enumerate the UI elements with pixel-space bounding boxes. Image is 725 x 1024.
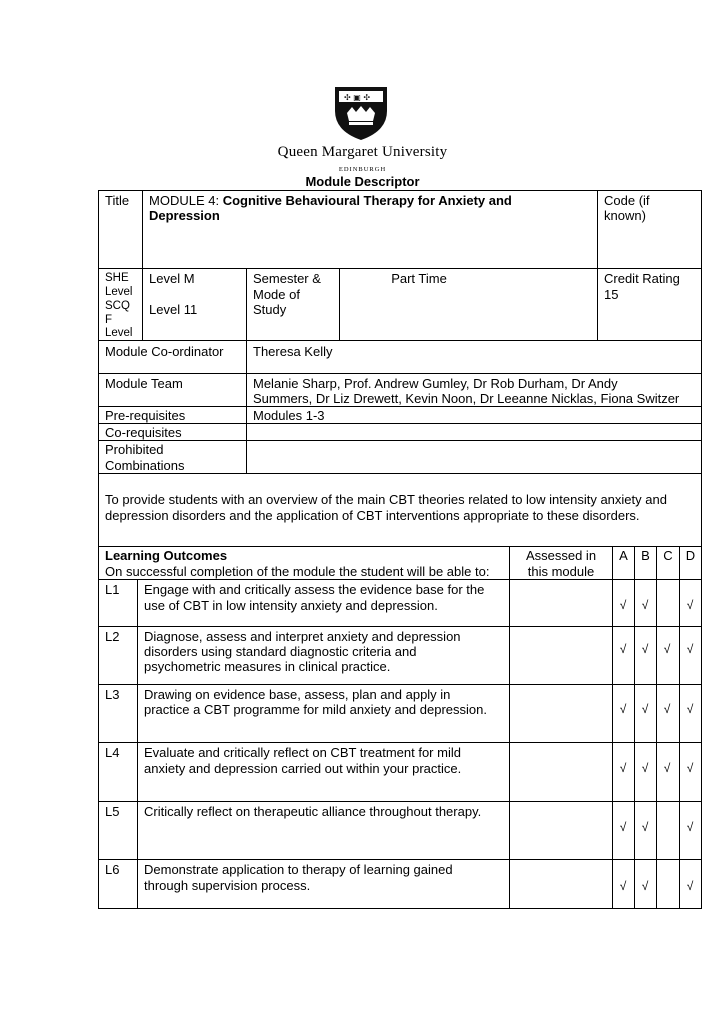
scqf-level-value: Level 11 (149, 302, 198, 317)
assessed-label-2: this module (527, 564, 595, 579)
check-mark: √ (619, 820, 627, 834)
check-mark: √ (686, 761, 694, 775)
outcome-id-l1: L1 (105, 582, 120, 597)
outcome-l3-line1: Drawing on evidence base, assess, plan and apply in (144, 687, 451, 702)
outcome-l6-line2: through supervision process. (144, 878, 311, 893)
mode-of-study-value: Part Time (391, 271, 447, 286)
outcome-l6-line1: Demonstrate application to therapy of learning gained (144, 862, 453, 877)
column-d-header: D (685, 548, 696, 563)
prohibited-label-1: Prohibited (105, 442, 164, 457)
prereq-value: Modules 1-3 (253, 408, 325, 423)
team-label: Module Team (105, 376, 183, 391)
column-b-header: B (641, 548, 650, 563)
check-mark: √ (686, 820, 694, 834)
semester-label-1: Semester & (253, 271, 321, 286)
check-mark: √ (619, 879, 627, 893)
check-mark: √ (663, 702, 671, 716)
check-mark: √ (686, 598, 694, 612)
title-label: Title (105, 193, 130, 208)
check-mark: √ (686, 879, 694, 893)
she-level-label-4: F (105, 314, 113, 326)
she-level-label-5: Level (105, 327, 133, 339)
module-title (149, 193, 512, 209)
semester-label-2: Mode of (253, 287, 300, 302)
svg-text:✣ ▣ ✣: ✣ ▣ ✣ (344, 93, 371, 102)
credit-rating-label: Credit Rating (604, 271, 680, 286)
outcome-l4-line1: Evaluate and critically reflect on CBT treatment for mild (144, 745, 461, 760)
outcome-id-l4: L4 (105, 745, 120, 760)
outcome-l2-line1: Diagnose, assess and interpret anxiety and depression (144, 629, 461, 644)
column-a-header: A (619, 548, 628, 563)
coordinator-label: Module Co-ordinator (105, 344, 224, 359)
module-title-line1: Cognitive Behavioural Therapy for Anxiety and (222, 193, 512, 208)
outcome-l2-line2: disorders using standard diagnostic criteria and (144, 644, 417, 659)
semester-label-3: Study (253, 302, 287, 317)
outcome-l5-line1: Critically reflect on therapeutic alliance throughout therapy. (144, 804, 482, 819)
prereq-label: Pre-requisites (105, 408, 186, 423)
check-mark: √ (641, 642, 649, 656)
outcomes-heading: Learning Outcomes (105, 548, 228, 563)
check-mark: √ (641, 879, 649, 893)
aim-line2: depression disorders and the application of CBT interventions appropriate to these disorders. (105, 508, 640, 523)
check-mark: √ (686, 642, 694, 656)
module-title-line2: Depression (149, 208, 220, 223)
check-mark: √ (686, 702, 694, 716)
check-mark: √ (641, 598, 649, 612)
outcomes-intro: On successful completion of the module the student will be able to: (105, 564, 490, 579)
column-c-header: C (663, 548, 673, 563)
coreq-label: Co-requisites (105, 425, 182, 440)
check-mark: √ (641, 820, 649, 834)
university-crest-logo (332, 85, 390, 141)
team-line1: Melanie Sharp, Prof. Andrew Gumley, Dr Rob Durham, Dr Andy (253, 376, 618, 391)
outcome-l2-line3: psychometric measures in clinical practice. (144, 659, 391, 674)
outcome-l3-line2: practice a CBT programme for mild anxiety and depression. (144, 702, 487, 717)
credit-rating-value: 15 (604, 287, 619, 302)
she-level-value: Level M (149, 271, 195, 286)
check-mark: √ (619, 642, 627, 656)
code-label-line2: known) (604, 208, 646, 223)
prohibited-label-2: Combinations (105, 458, 185, 473)
check-mark: √ (641, 761, 649, 775)
coordinator-value: Theresa Kelly (253, 344, 333, 359)
she-level-label-2: Level (105, 286, 133, 298)
check-mark: √ (663, 642, 671, 656)
assessed-label-1: Assessed in (525, 548, 597, 563)
code-label-line1: Code (if (604, 193, 650, 208)
module-number: MODULE 4: (149, 193, 223, 208)
outcome-l4-line2: anxiety and depression carried out within your practice. (144, 761, 462, 776)
outcome-l1-line2: use of CBT in low intensity anxiety and depression. (144, 598, 438, 613)
university-name: Queen Margaret University (277, 144, 448, 160)
team-line2: Summers, Dr Liz Drewett, Kevin Noon, Dr Leeanne Nicklas, Fiona Switzer (253, 391, 680, 406)
check-mark: √ (619, 761, 627, 775)
aim-line1: To provide students with an overview of the main CBT theories related to low intensity anxiety and (105, 492, 667, 507)
check-mark: √ (619, 598, 627, 612)
outcome-l1-line1: Engage with and critically assess the evidence base for the (144, 582, 485, 597)
she-level-label-1: SHE (105, 272, 129, 284)
university-city: EDINBURGH (338, 166, 387, 173)
check-mark: √ (641, 702, 649, 716)
outcome-id-l6: L6 (105, 862, 120, 877)
she-level-label-3: SCQ (105, 300, 130, 312)
outcome-id-l2: L2 (105, 629, 120, 644)
page-title: Module Descriptor (305, 174, 420, 189)
check-mark: √ (619, 702, 627, 716)
outcome-id-l5: L5 (105, 804, 120, 819)
outcome-id-l3: L3 (105, 687, 120, 702)
check-mark: √ (663, 761, 671, 775)
